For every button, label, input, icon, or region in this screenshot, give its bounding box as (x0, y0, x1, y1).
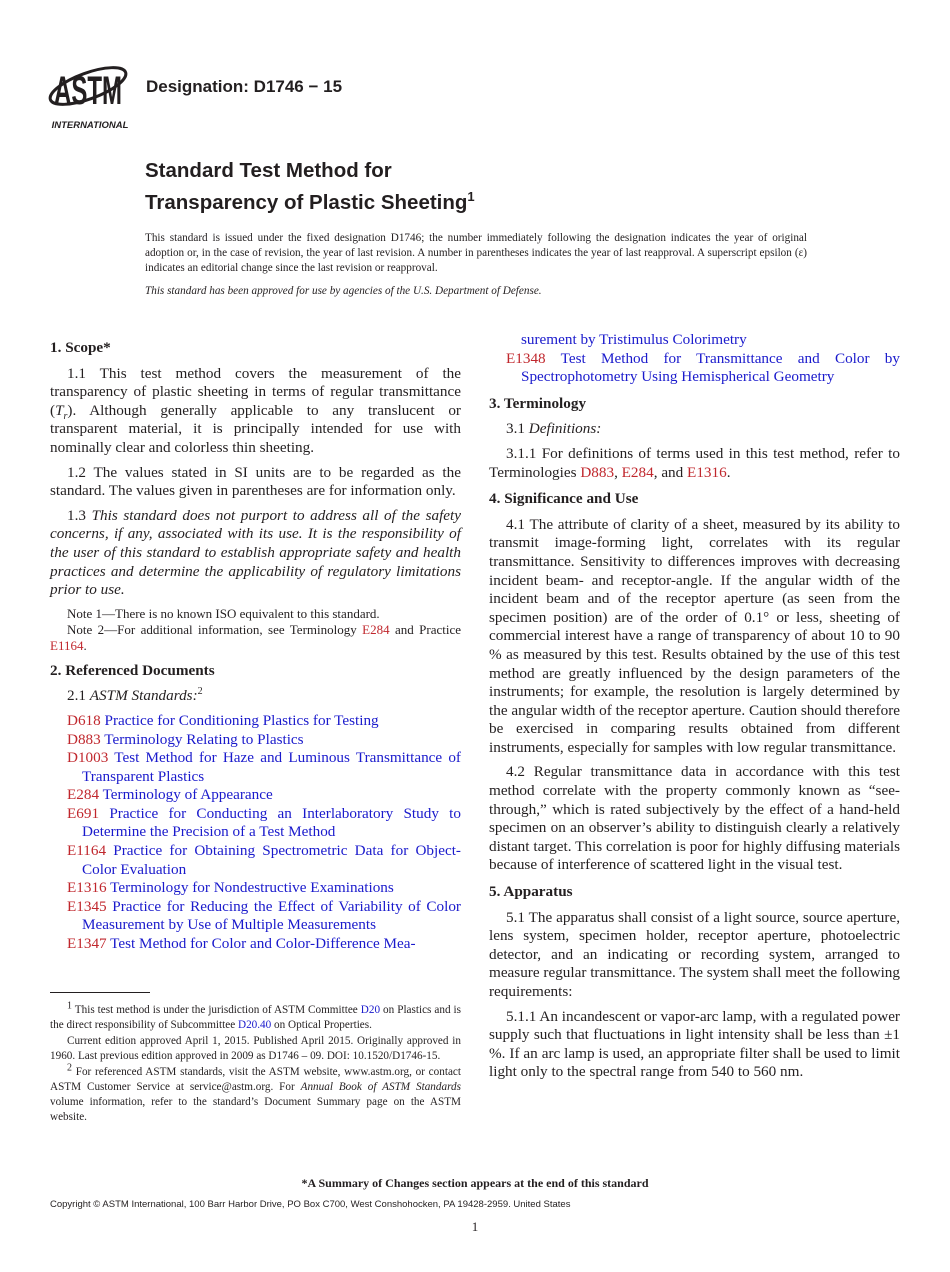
text-run: 4. Significance and Use (489, 490, 639, 508)
designation: Designation: D1746 − 15 (146, 77, 343, 96)
standard-link[interactable]: E1316 (687, 463, 727, 481)
text-run: Annual Book of ASTM Standards (300, 1081, 461, 1093)
paragraph (50, 464, 461, 501)
text-run: T (55, 401, 64, 419)
text-run: Current edition approved April 1, 2015. Published April 2015. Originally approved in 1960. Last previous edition approved in 2009 as D1746 – 09. DOI: 10.1520/D1746-15. (50, 1035, 461, 1062)
dod-note: This standard has been approved for use by agencies of the U.S. Department of Defense. (145, 285, 542, 297)
text-run: volume information, refer to the standard’s Document Summary page on the ASTM website. (50, 1096, 461, 1123)
standard-link[interactable]: E1164 (67, 842, 107, 860)
text-run: 3.1 (506, 420, 529, 438)
standard-link[interactable]: Terminology for Nondestructive Examinations (106, 879, 394, 897)
paragraph (50, 365, 461, 458)
paragraph (489, 1008, 900, 1082)
standard-link[interactable]: D883 (67, 730, 101, 748)
text-run: 5.1.1 An incandescent or vapor-arc lamp, with a regulated power supply such that fluctuations in light intensity shall be less than ±1 %. If an arc lamp is used, an appropriate filter shall be used to limit light only to the spectral range from 540 to 560 nm. (489, 1007, 900, 1081)
text-run: 1.3 (67, 506, 92, 524)
page-number: 1 (471, 1219, 479, 1234)
preamble: This standard is issued under the fixed designation D1746; the number immediately following the designation indicates the year of original adoption or, in the case of revision, the year of last revision. A number in parentheses indicates the year of last reapproval. A superscript epsilon (ε) indicates an editorial change since the last revision or reapproval. (145, 232, 807, 274)
paragraph (50, 507, 461, 600)
copyright: Copyright © ASTM International, 100 Barr Harbor Drive, PO Box C700, West Conshohocken, PA 19428-2959. United States (50, 1199, 571, 1210)
reference-item (50, 712, 461, 731)
note (50, 606, 461, 622)
astm-logo (44, 52, 136, 132)
text-run: . (726, 463, 731, 481)
standard-link[interactable]: E1347 (67, 935, 107, 953)
text-run: ). Although generally applicable to any translucent or transparent material, it is principally intended for use with nominally clear and colorless thin sheeting. (50, 401, 461, 456)
text-run: and Practice (389, 621, 461, 637)
left-column (50, 331, 461, 954)
paragraph (489, 763, 900, 875)
text-run: Definitions: (528, 420, 602, 438)
standard-link[interactable]: Test Method for Haze and Luminous Transmittance of Transparent Plastics (82, 749, 461, 785)
text-run: 2.1 (67, 687, 90, 705)
text-run: on Optical Properties. (271, 1019, 372, 1031)
standard-link[interactable]: D883 (580, 463, 615, 481)
text-run: 1.2 The values stated in SI units are to be regarded as the standard. The values given in parentheses are for information only. (50, 463, 461, 500)
title-line-2: Transparency of Plastic Sheeting (145, 190, 468, 214)
title-line-1: Standard Test Method for (145, 159, 392, 182)
paragraph (50, 687, 461, 706)
paragraph (489, 420, 900, 439)
text-run: 1. Scope* (50, 339, 111, 356)
standard-link[interactable]: D20 (360, 1004, 381, 1016)
text-run: 1 (67, 1000, 72, 1012)
footnotes (50, 1000, 462, 1126)
text-run: 3. Terminology (489, 394, 587, 412)
standard-link[interactable]: Test Method for Transmittance and Color by Spectrophotometry Using Hemispherical Geometry (521, 349, 900, 386)
standard-link[interactable]: E284 (362, 621, 390, 637)
text-run: Note 2—For additional information, see Terminology (67, 621, 363, 637)
summary-of-changes-note: *A Summary of Changes section appears at the end of this standard (301, 1176, 649, 1190)
text-run: 5.1 The apparatus shall consist of a light source, source aperture, lens system, specimen holder, receptor aperture, photoelectric detector, and an indicating or recording system, arranged to measure regular transmittance. The system shall meet the following requirements: (489, 908, 900, 1000)
standard-link[interactable]: Terminology of Appearance (99, 786, 273, 804)
text-run: 1.1 This test method covers the measurement of the transparency of plastic sheeting in terms of regular transmittance ( (50, 364, 461, 419)
text-run: ASTM Standards: (89, 687, 198, 705)
document-title (145, 158, 475, 216)
reference-item (50, 731, 461, 750)
text-run: This test method is under the jurisdiction of ASTM Committee (72, 1004, 361, 1016)
section-heading (50, 339, 461, 358)
standard-link[interactable]: Practice for Conditioning Plastics for Testing (100, 711, 379, 729)
text-run: on Plastics and is the direct responsibility of Subcommittee (50, 1004, 462, 1031)
section-heading (50, 662, 461, 681)
text-run: . (83, 637, 87, 653)
paragraph (489, 909, 900, 1002)
text-run: 3.1.1 For definitions of terms used in this test method, refer to Terminologies (489, 444, 900, 481)
section-heading (489, 395, 900, 414)
text-run: For referenced ASTM standards, visit the ASTM website, www.astm.org, or contact ASTM Customer Service at service@astm.org. For (50, 1066, 461, 1093)
text-run: r (63, 410, 68, 422)
section-heading (489, 490, 900, 509)
note (50, 622, 461, 654)
paragraph (50, 1034, 461, 1064)
footnote-divider (50, 992, 150, 993)
reference-item (489, 350, 900, 387)
text-run: Note 1—There is no known ISO equivalent to this standard. (67, 605, 380, 621)
svg-text:ASTM: ASTM (54, 69, 122, 113)
standard-link[interactable]: D618 (67, 711, 101, 729)
standard-link[interactable]: E284 (621, 463, 654, 481)
text-run: , (614, 463, 622, 481)
reference-item-continued (489, 331, 900, 350)
standard-link[interactable]: Practice for Reducing the Effect of Variability of Color Measurement by Use of Multiple Measurements (82, 897, 461, 934)
text-run: 2. Referenced Documents (50, 661, 215, 679)
text-run: , and (653, 463, 688, 481)
text-run: 2 (197, 686, 203, 698)
paragraph (50, 1062, 461, 1125)
paragraph (489, 516, 900, 758)
reference-item (50, 749, 461, 786)
reference-item (50, 935, 461, 954)
title-footnote-mark: 1 (467, 189, 475, 204)
standard-link[interactable]: D1003 (67, 749, 109, 767)
text-run: 4.2 Regular transmittance data in accordance with this test method correlate with the property commonly known as “see-through,” which is rated subjectively by the effect of a hand-held specimen on an observer’s ability to distinguish clearly a relatively distant target. This correlation is poor for highly diffusing materials because of interference of scattered light in the visual test. (489, 763, 900, 874)
standard-link[interactable]: surement by Tristimulus Colorimetry (521, 331, 747, 348)
section-heading (489, 883, 900, 902)
paragraph (50, 1000, 462, 1033)
reference-item (50, 805, 461, 842)
reference-item (50, 879, 461, 898)
standard-link[interactable]: Terminology Relating to Plastics (100, 730, 304, 748)
standard-link[interactable]: E284 (67, 786, 100, 804)
standard-link[interactable]: E691 (67, 804, 100, 822)
standard-link[interactable]: E1348 (506, 349, 546, 367)
reference-item (50, 898, 461, 935)
standard-link[interactable]: Practice for Conducting an Interlaboratory Study to Determine the Precision of a Test Method (82, 804, 461, 841)
svg-text:INTERNATIONAL: INTERNATIONAL (51, 120, 129, 131)
reference-item (50, 842, 461, 879)
right-column (489, 331, 900, 1088)
standard-link[interactable]: D20.40 (237, 1019, 272, 1031)
standard-link[interactable]: E1316 (67, 879, 107, 897)
text-run: 2 (67, 1062, 72, 1074)
text-run: 5. Apparatus (489, 883, 573, 901)
reference-item (50, 786, 461, 805)
standard-link[interactable]: E1345 (67, 897, 107, 915)
standard-link[interactable]: Test Method for Color and Color-Difference Mea- (106, 935, 416, 953)
text-run: 4.1 The attribute of clarity of a sheet, measured by its ability to transmit image-forming light, correlates with its regular transmittance. Sensitivity to differences improves with decreasing incident beam- and receptor-angle. If the angular width of the incident beam and of the receptor aperture (as seen from the specimen position) are of the order of 0.1° or less, sheeting of commercial interest have a range of transparency of about 10 to 90 % as measured by this test. Results obtained by the use of this test method are greatly influenced by the design parameters of the instruments; for example, the resolution is largely determined by the angular width of the receptor aperture. Caution should therefore be exercised in comparing results obtained from different instruments, especially for samples with low regular transmittance. (489, 515, 900, 756)
text-run: This standard does not purport to address all of the safety concerns, if any, associated with its use. It is the responsibility of the user of this standard to establish appropriate safety and health practices and determine the applicability of regulatory limitations prior to use. (50, 506, 462, 599)
standard-link[interactable]: E1164 (50, 637, 84, 653)
standard-link[interactable]: Practice for Obtaining Spectrometric Data for Object-Color Evaluation (82, 842, 461, 878)
paragraph (489, 445, 900, 482)
